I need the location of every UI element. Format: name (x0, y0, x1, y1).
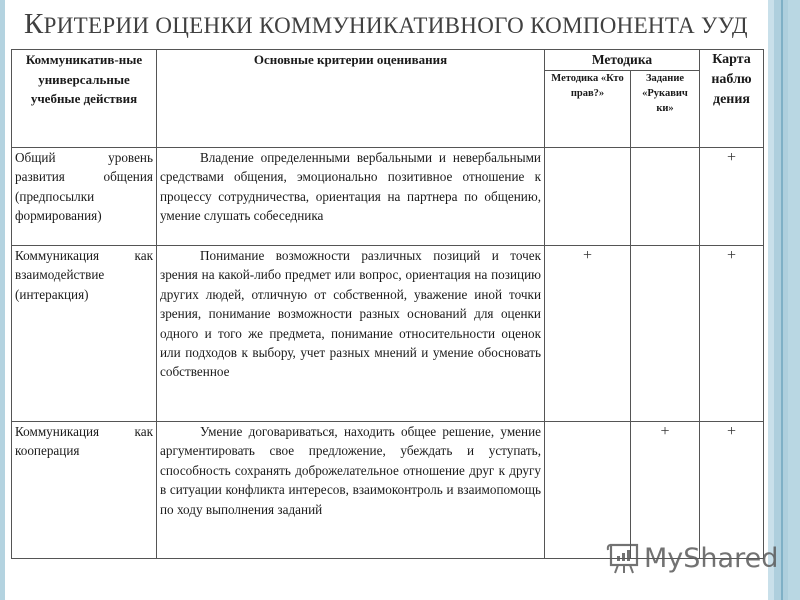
presentation-board-icon (606, 541, 640, 575)
header-uud: Коммуникатив-ные универсальные учебные действия (12, 50, 157, 148)
mark-observation-map: + (700, 148, 764, 246)
band-stripe (781, 0, 783, 600)
criteria-table (11, 49, 764, 559)
header-method-mittens: Задание «Рукавич ки» (631, 71, 700, 148)
row-uud: Коммуникация как кооперация (12, 422, 157, 559)
mark-method-2 (631, 246, 700, 422)
header-row (12, 50, 764, 71)
row-criteria: Умение договариваться, находить общее решение, умение аргументировать свое предложение, убеждать и уступать, способность сохранять доброжелательное отношение друг к другу в ситуации конфликта интересов, взаимоконтроль и взаимопомощь по ходу выполнения заданий (157, 422, 545, 559)
mark-method-1 (545, 148, 631, 246)
table-row (12, 422, 764, 559)
title-rest: РИТЕРИИ ОЦЕНКИ КОММУНИКАТИВНОГО КОМПОНЕНТА УУД (43, 13, 748, 38)
watermark (606, 540, 778, 576)
row-criteria: Владение определенными вербальными и невербальными средствами общения, эмоционально позитивное отношение к процессу сотрудничества, ориентация на партнера по общению, умение слушать собеседника (157, 148, 545, 246)
header-observation-map: Карта наблю дения (700, 50, 764, 148)
title-first-letter: К (24, 8, 44, 40)
band-stripe (768, 0, 774, 600)
row-uud: Общий уровень развития общения (предпосылки формирования) (12, 148, 157, 246)
mark-observation-map: + (700, 246, 764, 422)
left-decorative-edge (0, 0, 5, 600)
header-methods-group: Методика (545, 50, 700, 71)
band-stripe (788, 0, 800, 600)
row-criteria: Понимание возможности различных позиций и точек зрения на какой-либо предмет или вопрос, ориентация на позицию других людей, отличную от собственной, уважение иной точки зрения, понимание возможности разных оснований для оценки одного и того же предмета, понимание относительности оценок или подходов к выбору, учет разных мнений и умение обосновать собственное (157, 246, 545, 422)
table-row (12, 148, 764, 246)
mark-method-1 (545, 422, 631, 559)
mark-method-1: + (545, 246, 631, 422)
slide-title (24, 8, 764, 41)
header-criteria: Основные критерии оценивания (157, 50, 545, 148)
row-uud: Коммуникация как взаимодействие (интеракция) (12, 246, 157, 422)
watermark-text: MyShared (644, 542, 779, 574)
mark-observation-map: + (700, 422, 764, 559)
table-row (12, 246, 764, 422)
mark-method-2: + (631, 422, 700, 559)
right-decorative-band (768, 0, 800, 600)
header-method-who-is-right: Методика «Кто прав?» (545, 71, 631, 148)
mark-method-2 (631, 148, 700, 246)
